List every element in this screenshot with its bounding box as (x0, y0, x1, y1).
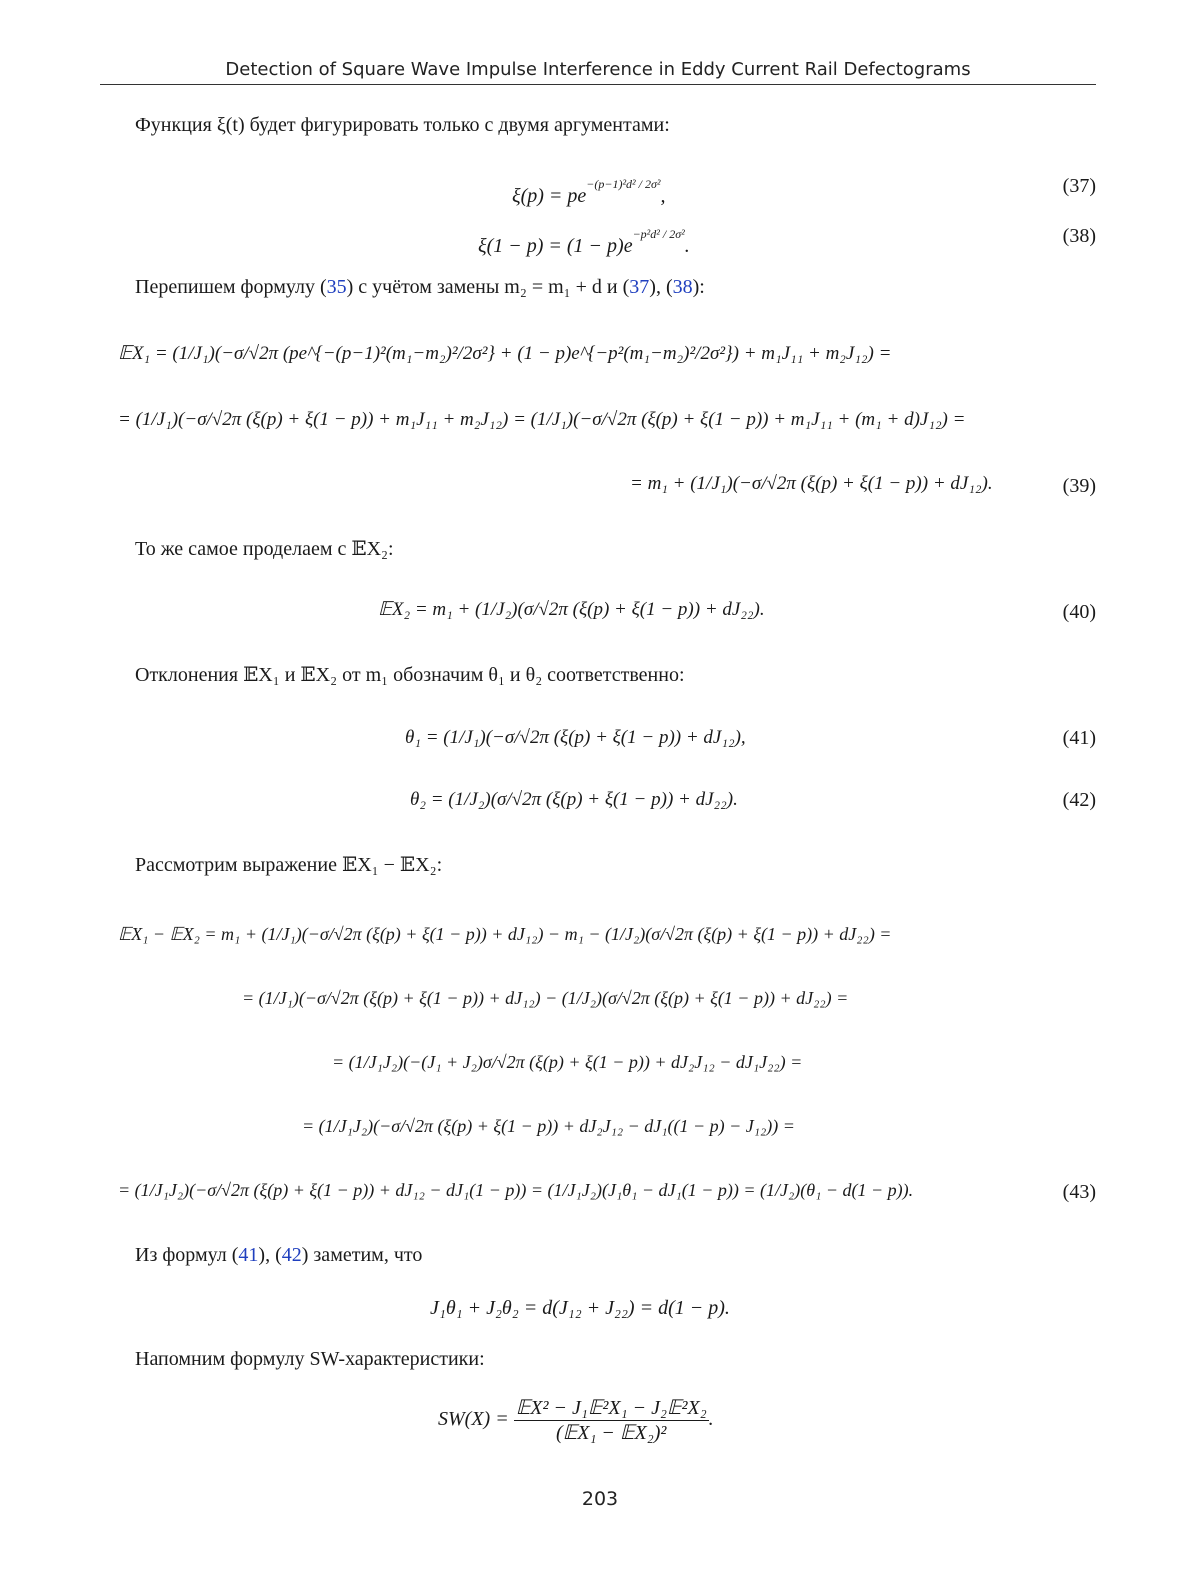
equation-38-end: . (684, 235, 690, 257)
equation-sw-denominator: (𝔼X₁ − 𝔼X₂)² (556, 1422, 667, 1444)
equation-39-line-1: 𝔼X₁ = (1/J₁)(−σ/√2π (pe^{−(p−1)²(m₁−m₂)²/2σ²} + (1 − p)e^{−p²(m₁−m₂)²/2σ²}) + m₁J₁₁ + m₂J₁₂) = (118, 343, 892, 364)
equation-sw-fraction (514, 1396, 709, 1445)
equation-43-line-2: = (1/J₁)(−σ/√2π (ξ(p) + ξ(1 − p)) + dJ₁₂) − (1/J₂)(σ/√2π (ξ(p) + ξ(1 − p)) + dJ₂₂) = (242, 988, 849, 1008)
paragraph-rewrite-35 (135, 274, 705, 300)
equation-sw (438, 1396, 714, 1445)
equation-43-line-5: = (1/J₁J₂)(−σ/√2π (ξ(p) + ξ(1 − p)) + dJ₁₂ − dJ₁(1 − p)) = (1/J₁J₂)(J₁θ₁ − dJ₁(1 − p)) = (1/J₂)(θ₁ − d(1 − p)). (118, 1180, 914, 1200)
equation-42: θ₂ = (1/J₂)(σ/√2π (ξ(p) + ξ(1 − p)) + dJ₂₂). (410, 789, 738, 810)
equation-37-end: , (660, 185, 666, 207)
equation-number-41: (41) (1062, 727, 1096, 749)
equation-43-line-4: = (1/J₁J₂)(−σ/√2π (ξ(p) + ξ(1 − p)) + dJ₂J₁₂ − dJ₁((1 − p) − J₁₂)) = (302, 1116, 795, 1136)
equation-sw-end: . (708, 1408, 714, 1431)
equation-number-42: (42) (1062, 789, 1096, 811)
text: ), ( (258, 1244, 282, 1266)
equation-theta-sum: J₁θ₁ + J₂θ₂ = d(J₁₂ + J₂₂) = d(1 − p). (430, 1297, 730, 1319)
equation-number-39: (39) (1062, 475, 1096, 497)
paragraph-from-formulas (135, 1242, 422, 1268)
equation-37 (512, 172, 666, 208)
text: ), ( (649, 276, 673, 298)
equation-43-line-3: = (1/J₁J₂)(−(J₁ + J₂)σ/√2π (ξ(p) + ξ(1 − p)) + dJ₂J₁₂ − dJ₁J₂₂) = (332, 1052, 803, 1072)
equation-38-body: ξ(1 − p) = (1 − p)e (478, 235, 633, 257)
paragraph-consider-difference: Рассмотрим выражение 𝔼X₁ − 𝔼X₂: (135, 854, 443, 876)
ref-link-41[interactable]: 41 (238, 1244, 259, 1266)
equation-38-exponent: −p²d² / 2σ² (632, 227, 685, 241)
equation-number-43: (43) (1062, 1181, 1096, 1203)
equation-39-line-2: = (1/J₁)(−σ/√2π (ξ(p) + ξ(1 − p)) + m₁J₁₁ + m₂J₁₂) = (1/J₁)(−σ/√2π (ξ(p) + ξ(1 − p)) + m₁J₁₁ + (m₁ + d)J₁₂) = (118, 409, 966, 430)
page-number: 203 (581, 1488, 619, 1510)
text: ) с учётом замены m₂ = m₁ + d и ( (346, 276, 630, 298)
text: Перепишем формулу ( (135, 276, 327, 298)
ref-link-42[interactable]: 42 (281, 1244, 302, 1266)
paragraph-same-ex2: То же самое проделаем с 𝔼X₂: (135, 538, 394, 560)
equation-sw-lhs: SW(X) = (438, 1408, 509, 1431)
equation-sw-numerator: 𝔼X² − J₁𝔼²X₁ − J₂𝔼²X₂ (515, 1397, 707, 1419)
equation-number-38: (38) (1062, 225, 1096, 247)
running-header: Detection of Square Wave Impulse Interference in Eddy Current Rail Defectograms (100, 58, 1096, 85)
ref-link-35[interactable]: 35 (326, 276, 347, 298)
equation-number-37: (37) (1062, 175, 1096, 197)
equation-43-line-1: 𝔼X₁ − 𝔼X₂ = m₁ + (1/J₁)(−σ/√2π (ξ(p) + ξ(1 − p)) + dJ₁₂) − m₁ − (1/J₂)(σ/√2π (ξ(p) + ξ(1 − p)) + dJ₂₂) = (118, 924, 892, 944)
paragraph-deviations: Отклонения 𝔼X₁ и 𝔼X₂ от m₁ обозначим θ₁ и θ₂ соответственно: (135, 664, 685, 686)
equation-38 (478, 222, 690, 258)
text: Из формул ( (135, 1244, 239, 1266)
ref-link-38[interactable]: 38 (672, 276, 693, 298)
equation-37-exponent: −(p−1)²d² / 2σ² (586, 177, 661, 191)
text: ) заметим, что (301, 1244, 423, 1266)
ref-link-37[interactable]: 37 (629, 276, 650, 298)
equation-41: θ₁ = (1/J₁)(−σ/√2π (ξ(p) + ξ(1 − p)) + dJ₁₂), (405, 727, 746, 748)
paragraph-sw-reminder: Напомним формулу SW-характеристики: (135, 1348, 485, 1370)
equation-number-40: (40) (1062, 601, 1096, 623)
paragraph-intro-xi: Функция ξ(t) будет фигурировать только с двумя аргументами: (135, 114, 670, 136)
equation-37-body: ξ(p) = pe (512, 185, 587, 207)
equation-40: 𝔼X₂ = m₁ + (1/J₂)(σ/√2π (ξ(p) + ξ(1 − p)) + dJ₂₂). (378, 599, 765, 620)
text: ): (692, 276, 705, 298)
equation-39-line-3: = m₁ + (1/J₁)(−σ/√2π (ξ(p) + ξ(1 − p)) + dJ₁₂). (630, 473, 993, 494)
